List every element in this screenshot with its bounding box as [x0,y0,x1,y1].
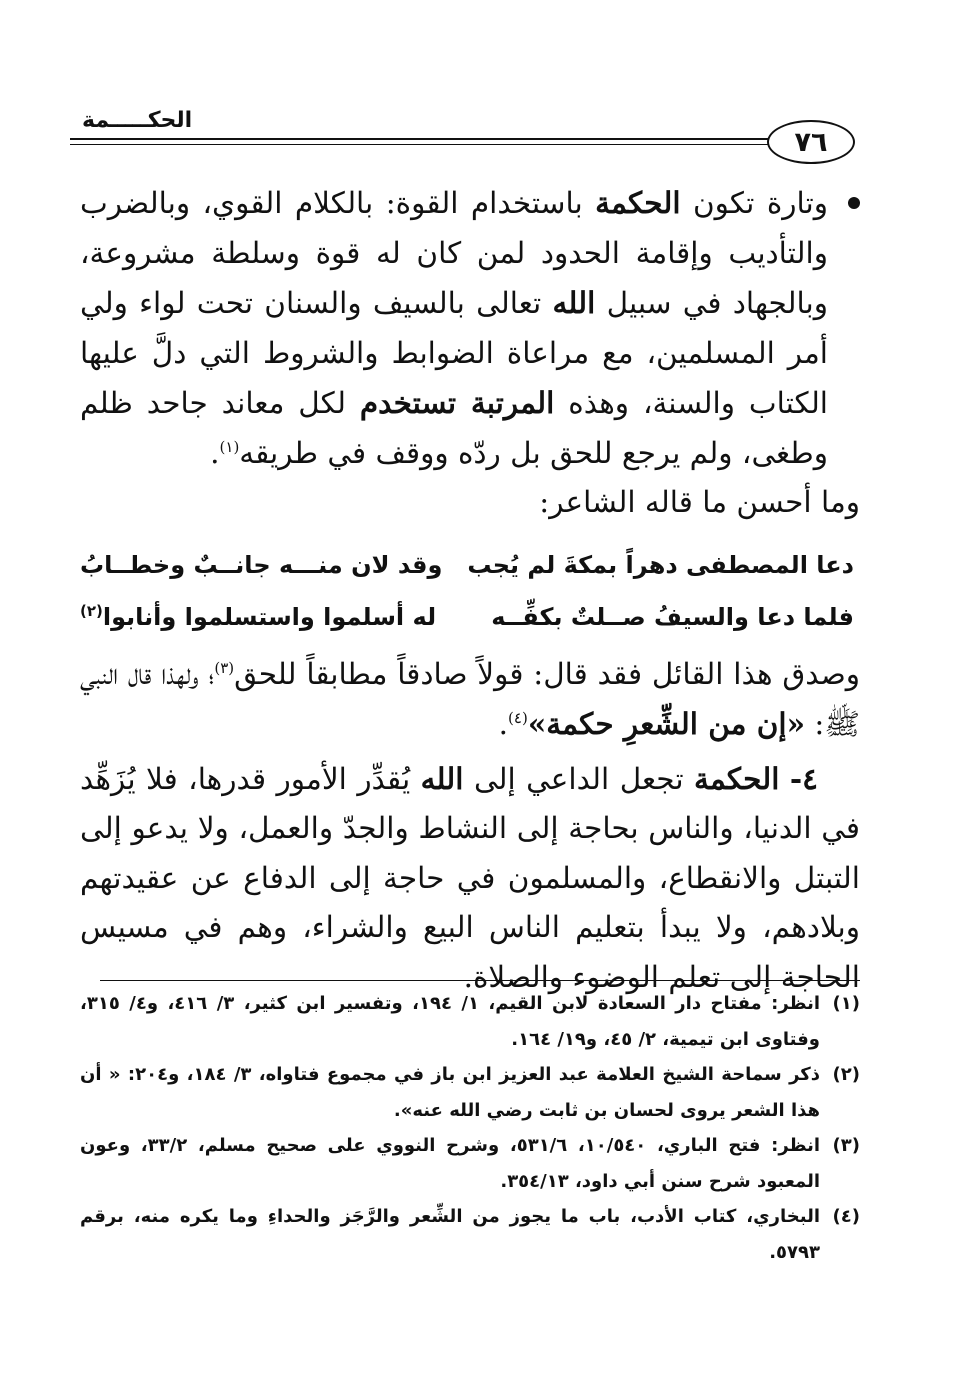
para1-period: . [210,435,220,470]
para3-text: تجعل الداعي إلى [473,761,684,796]
paragraph-force [80,178,860,478]
poet-intro: وما أحسن ما قاله الشاعر: [539,485,860,519]
para1-lead: وتارة تكون [692,186,828,220]
para2-text-cont: ؛ ولهذا قال النبي ﷺ: [80,656,860,741]
verse-text: وقد لان منـــه جانــبٌ وخطــابُ [80,550,443,579]
bullet-icon [848,197,860,209]
para1-bold-term: الحكمة [595,185,681,220]
footnote-separator [100,980,860,981]
para2-period: . [498,707,509,741]
footnote-ref[interactable]: (٣) [214,658,235,677]
paragraph-point-4 [80,754,860,1003]
main-text [80,178,860,1002]
para1-text-end: لكل معاند جاحد ظلم وطغى، ولم يرجع للحق بل ردّه ووقف في طريقه [80,386,828,470]
para1-text: باستخدام القوة: بالكلام القوي، وبالضرب والتأديب وإقامة الحدود لمن كان له قوة وسلطة مشروعة، وبالجهاد في سبيل [80,186,828,320]
footnote [80,1199,860,1270]
footnote-ref[interactable]: (١) [219,437,240,456]
footnote-text: انظر: مفتاح دار السعادة لابن القيم، ١/ ١٩٤، وتفسير ابن كثير، ٣/ ٤١٦، و٤/ ٣١٥، وفتاوى ابن تيمية، ٢/ ٤٥، و١٩/ ١٦٤. [80,993,820,1050]
verse-first-hemistich: دعا المصطفى دهراً بمكةَ لم يُجب [467,550,854,579]
header-rule [70,138,769,140]
para3-text-cont: يُقدِّر الأمور قدرها، فلا يُزَهِّد في الدنيا، والناس بحاجة إلى النشاط والجدّ والعمل، ولا يدعو إلى التبتل والانقطاع، والمسلمون في حاجة إلى الدفاع عن عقيدتهم وبلادهم، ولا يبدأ بتعليم الناس البيع والشراء، وهم في مسيس الحاجة إلى تعلم الوضوء والصلاة. [80,761,860,994]
footnote-number: (٣) [832,1135,860,1156]
para1-divine-name: الله [552,285,596,320]
footnote-ref[interactable]: (٢) [80,601,103,620]
para1-bold-phrase: المرتبة تستخدم [359,385,555,420]
hadith-quote: «إن من الشِّعرِ حكمة» [527,706,806,741]
verse-first-hemistich: فلما دعا والسيفُ صــلتٌ بكفِّــه [491,602,854,631]
footnote-ref[interactable]: (٤) [508,709,528,728]
footnote-text: ذكر سماحة الشيخ العلامة عبد العزيز ابن باز في مجموع فتاواه، ٣/ ١٨٤، و٢٠٤: « أن هذا الشعر يروى لحسان بن ثابت رضي الله عنه». [80,1064,820,1121]
footnote-number: (٤) [832,1206,860,1227]
poem [80,540,860,644]
page-number: ٧٦ [767,120,855,164]
page-header [70,108,855,174]
header-rule-thin [70,144,769,145]
verse-second-hemistich [80,541,442,591]
para2-text: وصدق هذا القائل فقد قال: قولاً صادقاً مطابقاً للحق [234,656,860,691]
para1-text-cont: تعالى بالسيف والسنان تحت لواء ولي أمر المسلمين، مع مراعاة الضوابط والشروط التي دلَّ عليها الكتاب والسنة، وهذه [80,286,829,420]
paragraph-poet-comment [80,650,860,750]
verse-line [80,592,860,644]
footnote-number: (٢) [832,1064,860,1085]
point-number: ٤- [789,760,818,796]
verse-text: له أسلموا واستسلموا وأنابوا [102,602,437,631]
para3-bold-term: الحكمة [694,760,780,796]
footnote-number: (١) [832,993,860,1014]
verse-second-hemistich [80,593,436,643]
running-title: الحكـــــمة [78,108,196,133]
footnote [80,1128,860,1199]
verse-line [80,540,860,592]
footnotes [80,986,860,1270]
footnote-text: البخاري، كتاب الأدب، باب ما يجوز من الشِّعر والرَّجَز والحداءِ وما يكره منه، برقم ٥٧٩٣. [80,1206,820,1263]
footnote [80,986,860,1057]
para3-divine-name: الله [420,760,464,796]
footnote-text: انظر: فتح الباري، ١٠/٥٤٠، ٥٣١/٦، وشرح النووي على صحيح مسلم، ٣٣/٢، وعون المعبود شرح سنن أبي داود، ٣٥٤/١٣. [80,1135,821,1192]
footnote [80,1057,860,1128]
